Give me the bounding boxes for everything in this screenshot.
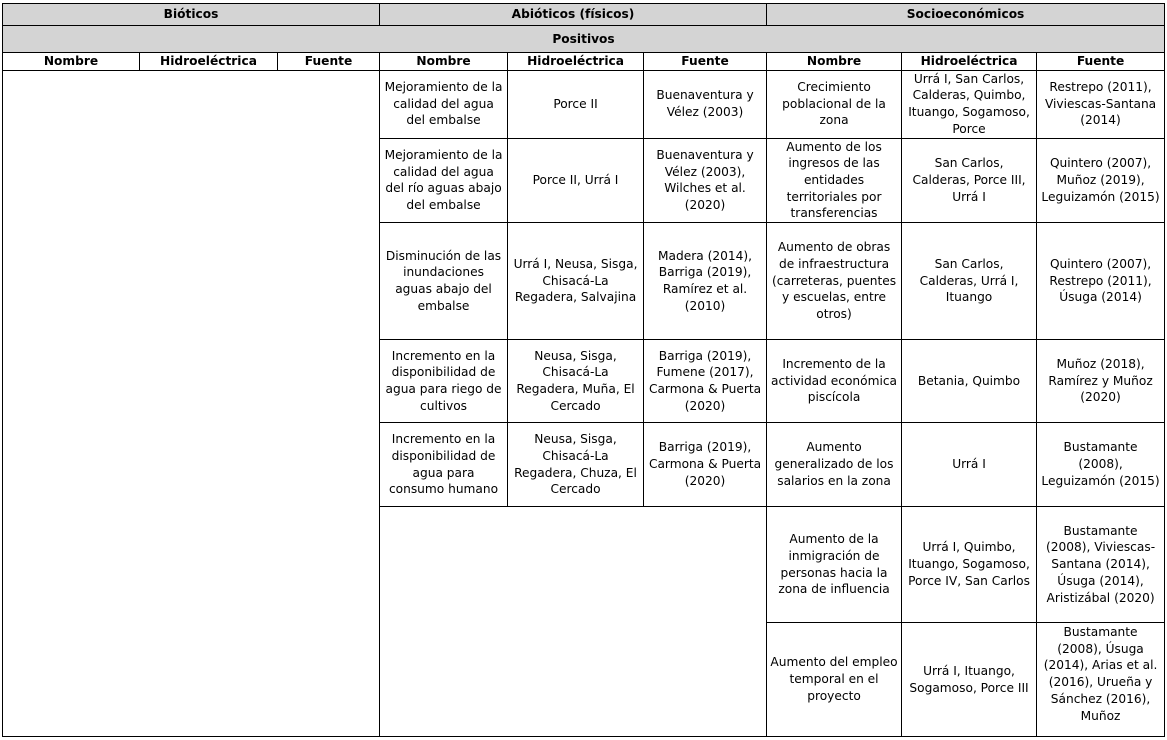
abio-nombre-cell: Mejoramiento de la calidad del agua del río aguas abajo del embalse: [380, 138, 508, 223]
abio-hidro-cell: Urrá I, Neusa, Sisga, Chisacá-La Regadera, Salvajina: [508, 223, 644, 340]
abioticos-empty-area: [380, 507, 767, 737]
socio-nombre-cell: Incremento de la actividad económica piscícola: [767, 340, 902, 423]
col-header-nombre-bioticos: Nombre: [3, 53, 140, 71]
abio-fuente-cell: Barriga (2019), Fumene (2017), Carmona & Puerta (2020): [644, 340, 767, 423]
socio-fuente-cell: Bustamante (2008), Leguizamón (2015): [1037, 423, 1165, 507]
socio-nombre-cell: Aumento de la inmigración de personas hacia la zona de influencia: [767, 507, 902, 623]
col-header-nombre-abioticos: Nombre: [380, 53, 508, 71]
socio-nombre-cell: Aumento de los ingresos de las entidades territoriales por transferencias: [767, 138, 902, 223]
abio-hidro-cell: Porce II, Urrá I: [508, 138, 644, 223]
socio-fuente-cell: Bustamante (2008), Úsuga (2014), Arias et al. (2016), Urueña y Sánchez (2016), Muñoz: [1037, 623, 1165, 737]
socio-hidro-cell: Urrá I, Quimbo, Ituango, Sogamoso, Porce IV, San Carlos: [902, 507, 1037, 623]
socio-hidro-cell: San Carlos, Calderas, Porce III, Urrá I: [902, 138, 1037, 223]
socio-fuente-cell: Muñoz (2018), Ramírez y Muñoz (2020): [1037, 340, 1165, 423]
socio-hidro-cell: Urrá I, Ituango, Sogamoso, Porce III: [902, 623, 1037, 737]
section-header-positivos: Positivos: [3, 26, 1165, 53]
group-header-bioticos: Bióticos: [3, 4, 380, 26]
socio-hidro-cell: Betania, Quimbo: [902, 340, 1037, 423]
abio-nombre-cell: Incremento en la disponibilidad de agua para riego de cultivos: [380, 340, 508, 423]
socio-nombre-cell: Crecimiento poblacional de la zona: [767, 70, 902, 138]
socio-hidro-cell: Urrá I, San Carlos, Calderas, Quimbo, Ituango, Sogamoso, Porce: [902, 70, 1037, 138]
socio-fuente-cell: Restrepo (2011), Viviescas-Santana (2014): [1037, 70, 1165, 138]
socio-fuente-cell: Quintero (2007), Restrepo (2011), Úsuga (2014): [1037, 223, 1165, 340]
group-header-abioticos: Abióticos (físicos): [380, 4, 767, 26]
col-header-fuente-abioticos: Fuente: [644, 53, 767, 71]
socio-fuente-cell: Bustamante (2008), Viviescas-Santana (2014), Úsuga (2014), Aristizábal (2020): [1037, 507, 1165, 623]
abio-hidro-cell: Neusa, Sisga, Chisacá-La Regadera, Chuza, El Cercado: [508, 423, 644, 507]
abio-nombre-cell: Disminución de las inundaciones aguas abajo del embalse: [380, 223, 508, 340]
col-header-fuente-socio: Fuente: [1037, 53, 1165, 71]
socio-fuente-cell: Quintero (2007), Muñoz (2019), Leguizamón (2015): [1037, 138, 1165, 223]
socio-nombre-cell: Aumento del empleo temporal en el proyecto: [767, 623, 902, 737]
abio-hidro-cell: Porce II: [508, 70, 644, 138]
socio-hidro-cell: Urrá I: [902, 423, 1037, 507]
socio-nombre-cell: Aumento generalizado de los salarios en la zona: [767, 423, 902, 507]
abio-nombre-cell: Mejoramiento de la calidad del agua del embalse: [380, 70, 508, 138]
abio-fuente-cell: Barriga (2019), Carmona & Puerta (2020): [644, 423, 767, 507]
col-header-hidroelectrica-abioticos: Hidroeléctrica: [508, 53, 644, 71]
col-header-fuente-bioticos: Fuente: [278, 53, 380, 71]
col-header-hidroelectrica-bioticos: Hidroeléctrica: [140, 53, 278, 71]
abio-fuente-cell: Madera (2014), Barriga (2019), Ramírez et al. (2010): [644, 223, 767, 340]
bioticos-empty-area: [3, 70, 380, 736]
abio-hidro-cell: Neusa, Sisga, Chisacá-La Regadera, Muña, El Cercado: [508, 340, 644, 423]
abio-nombre-cell: Incremento en la disponibilidad de agua para consumo humano: [380, 423, 508, 507]
socio-hidro-cell: San Carlos, Calderas, Urrá I, Ituango: [902, 223, 1037, 340]
abio-fuente-cell: Buenaventura y Vélez (2003): [644, 70, 767, 138]
col-header-nombre-socio: Nombre: [767, 53, 902, 71]
socio-nombre-cell: Aumento de obras de infraestructura (carreteras, puentes y escuelas, entre otros): [767, 223, 902, 340]
impacts-table: [2, 3, 1165, 737]
group-header-socioeconomicos: Socioeconómicos: [767, 4, 1165, 26]
col-header-hidroelectrica-socio: Hidroeléctrica: [902, 53, 1037, 71]
abio-fuente-cell: Buenaventura y Vélez (2003), Wilches et al. (2020): [644, 138, 767, 223]
